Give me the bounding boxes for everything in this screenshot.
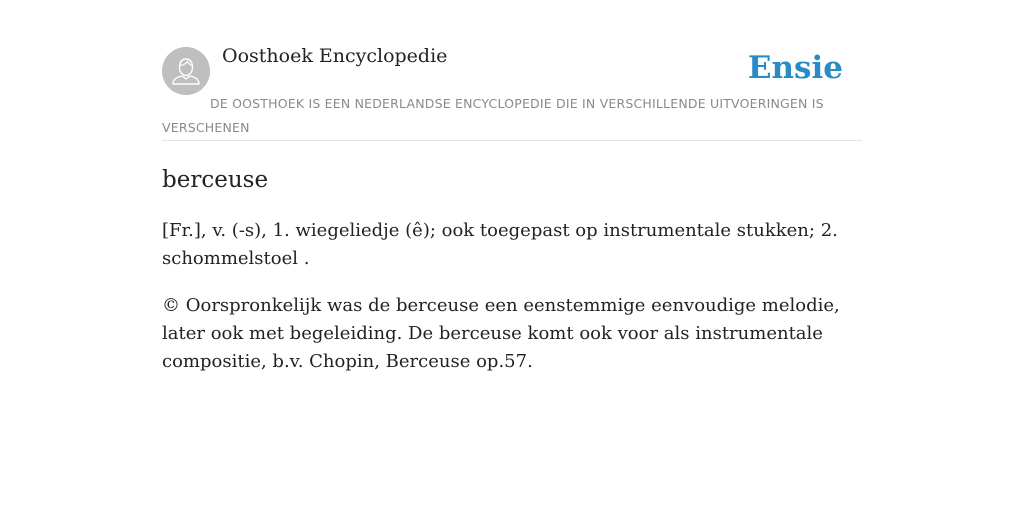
entry-container <box>162 40 862 376</box>
user-avatar-icon[interactable] <box>162 47 210 95</box>
ensie-logo-link[interactable]: Ensie <box>747 50 843 86</box>
source-name[interactable]: Oosthoek Encyclopedie <box>222 45 448 67</box>
source-header <box>162 40 862 141</box>
entry-note: © Oorspronkelijk was de berceuse een eenstemmige eenvoudige melodie, later ook met begeleiding. De berceuse komt ook voor als instrumentale compositie, b.v. Chopin, Berceuse op.57. <box>162 295 840 372</box>
source-tagline: DE OOSTHOEK IS EEN NEDERLANDSE ENCYCLOPEDIE DIE IN VERSCHILLENDE UITVOERINGEN IS VERSCHENEN <box>162 96 824 135</box>
entry-title: berceuse <box>162 167 269 193</box>
entry-definition: [Fr.], v. (-s), 1. wiegeliedje (ê); ook toegepast op instrumentale stukken; 2. schommelstoel . <box>162 220 838 269</box>
